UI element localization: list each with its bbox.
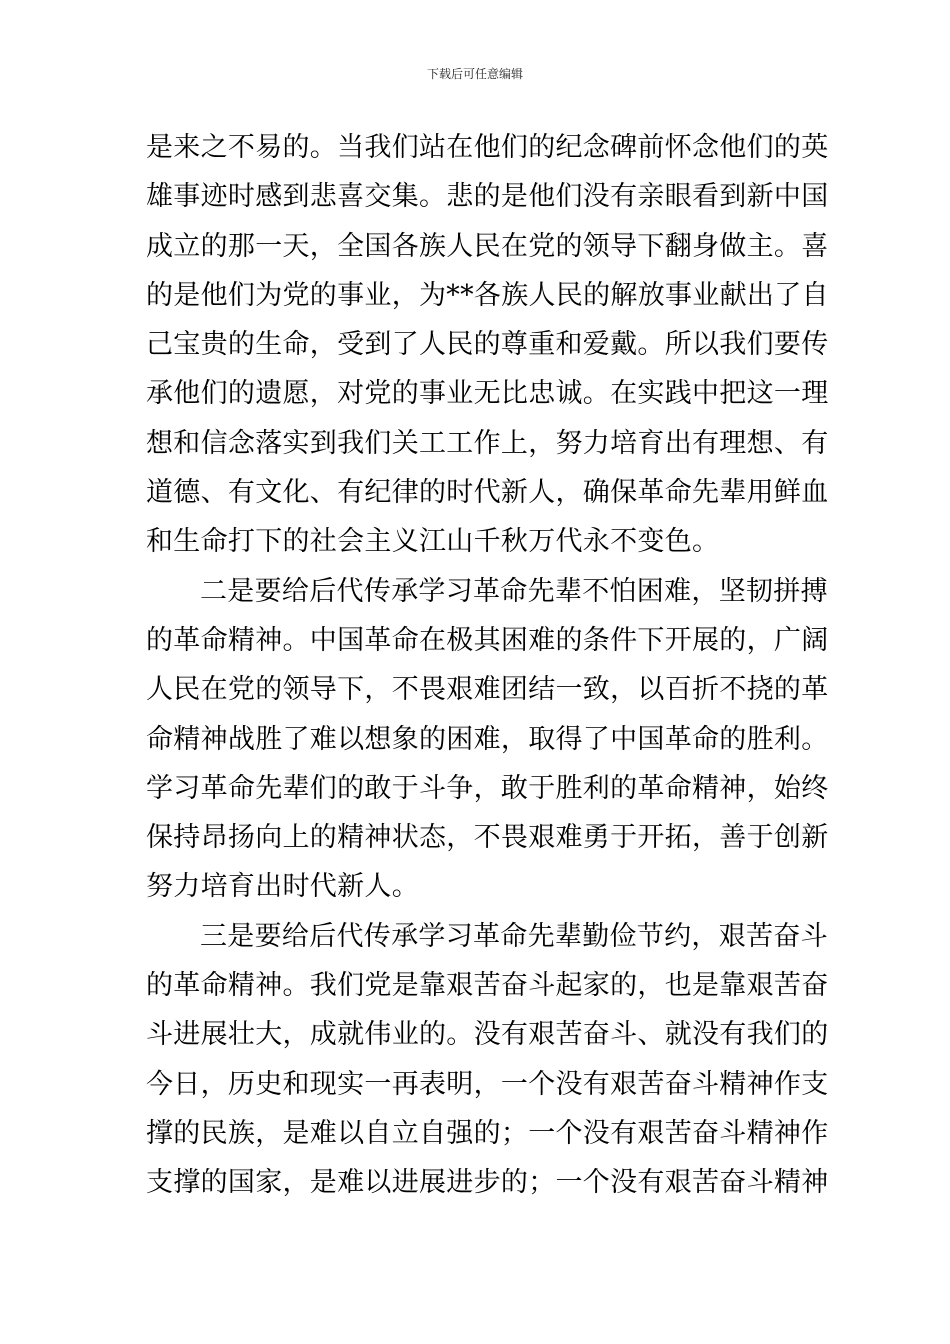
text-line: 是来之不易的。当我们站在他们的纪念碑前怀念他们的英 — [146, 132, 829, 163]
document-body — [146, 128, 829, 1213]
text-line: 承他们的遗愿，对党的事业无比忠诚。在实践中把这一理 — [146, 378, 829, 410]
text-line: 今日，历史和现实一再表明，一个没有艰苦奋斗精神作支 — [146, 1068, 829, 1100]
text-line: 学习革命先辈们的敢于斗争，敢于胜利的革命精神，始终 — [146, 772, 829, 804]
text-line: 想和信念落实到我们关工工作上，努力培育出有理想、有 — [146, 427, 829, 459]
text-line: 的革命精神。中国革命在极其困难的条件下开展的，广阔 — [146, 624, 829, 656]
text-line: 的革命精神。我们党是靠艰苦奋斗起家的，也是靠艰苦奋 — [146, 970, 829, 1002]
text-line: 努力培育出时代新人。 — [146, 871, 419, 903]
text-line: 支撑的国家，是难以进展进步的；一个没有艰苦奋斗精神 — [146, 1167, 829, 1199]
text-line: 命精神战胜了难以想象的困难，取得了中国革命的胜利。 — [146, 723, 829, 755]
text-line: 成立的那一天，全国各族人民在党的领导下翻身做主。喜 — [146, 230, 829, 262]
text-line: 道德、有文化、有纪律的时代新人，确保革命先辈用鲜血 — [146, 477, 829, 509]
text-line: 的是他们为党的事业，为**各族人民的解放事业献出了自 — [146, 279, 829, 311]
text-line: 保持昂扬向上的精神状态，不畏艰难勇于开拓，善于创新 — [146, 822, 829, 854]
text-line: 斗进展壮大，成就伟业的。没有艰苦奋斗、就没有我们的 — [146, 1019, 829, 1051]
paragraph-start-line: 二是要给后代传承学习革命先辈不怕困难，坚韧拼搏 — [200, 575, 828, 607]
text-line: 人民在党的领导下，不畏艰难团结一致，以百折不挠的革 — [146, 674, 829, 706]
paragraph-start-line: 三是要给后代传承学习革命先辈勤俭节约，艰苦奋斗 — [200, 920, 828, 952]
text-line: 雄事迹时感到悲喜交集。悲的是他们没有亲眼看到新中国 — [146, 181, 829, 213]
text-line: 和生命打下的社会主义江山千秋万代永不变色。 — [146, 526, 720, 558]
page-header: 下载后可任意编辑 — [426, 67, 523, 81]
text-line: 己宝贵的生命，受到了人民的尊重和爱戴。所以我们要传 — [146, 329, 829, 361]
text-line: 撑的民族，是难以自立自强的；一个没有艰苦奋斗精神作 — [146, 1117, 829, 1149]
